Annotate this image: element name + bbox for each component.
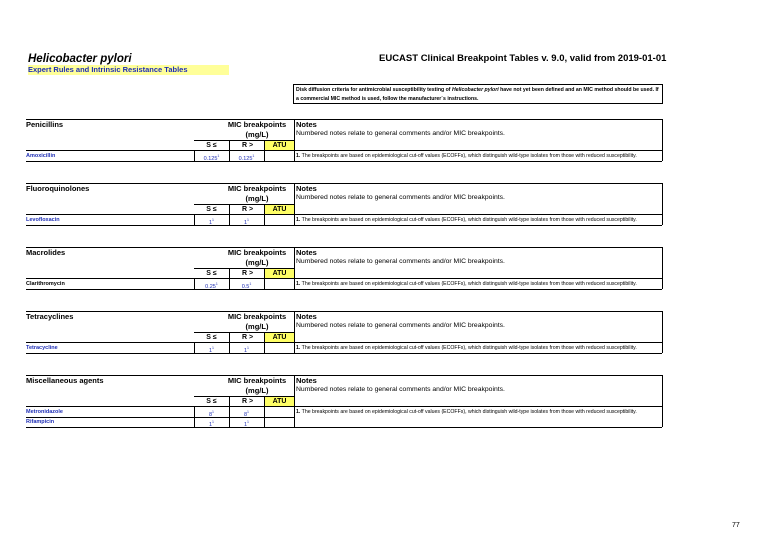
r-header: R > bbox=[229, 332, 265, 343]
s-header: S ≤ bbox=[194, 332, 229, 343]
notes-subtitle: Numbered notes relate to general comments and/or MIC breakpoints. bbox=[296, 322, 505, 329]
unit-label: (mg/L) bbox=[245, 258, 269, 267]
organism-title: Helicobacter pylori bbox=[28, 53, 132, 65]
r-header: R > bbox=[229, 268, 265, 279]
s-breakpoint: 0.125$^1$ bbox=[203, 154, 220, 162]
notes-header: Notes bbox=[296, 376, 317, 385]
atu-header: ATU bbox=[264, 332, 295, 343]
s-breakpoint: $1^1$ bbox=[208, 346, 214, 354]
drug-name: Levofloxacin bbox=[26, 217, 60, 223]
notes-header: Notes bbox=[296, 184, 317, 193]
s-breakpoint: $1^1$ bbox=[208, 420, 214, 428]
mic-label: MIC breakpoints bbox=[227, 248, 287, 257]
notes-subtitle: Numbered notes relate to general comments and/or MIC breakpoints. bbox=[296, 386, 505, 393]
r-breakpoint: $8^1$ bbox=[243, 410, 249, 418]
r-breakpoint: $1^1$ bbox=[243, 346, 249, 354]
drug-name: Tetracycline bbox=[26, 345, 58, 351]
r-header: R > bbox=[229, 140, 265, 151]
drug-name: Metronidazole bbox=[26, 409, 63, 415]
page-number: 77 bbox=[732, 522, 740, 529]
unit-label: (mg/L) bbox=[245, 194, 269, 203]
mic-label: MIC breakpoints bbox=[227, 376, 287, 385]
s-header: S ≤ bbox=[194, 204, 229, 215]
group-name: Fluoroquinolones bbox=[26, 184, 90, 193]
atu-header: ATU bbox=[264, 268, 295, 279]
drug-name: Clarithromycin bbox=[26, 281, 65, 287]
s-header: S ≤ bbox=[194, 396, 229, 407]
note-1: 1. The breakpoints are based on epidemiological cut-off values (ECOFFs), which distinguish wild-type isolates from those with reduced susceptibility. bbox=[296, 281, 637, 287]
mic-label: MIC breakpoints bbox=[227, 184, 287, 193]
s-header: S ≤ bbox=[194, 268, 229, 279]
unit-label: (mg/L) bbox=[245, 130, 269, 139]
mic-label: MIC breakpoints bbox=[227, 120, 287, 129]
notes-header: Notes bbox=[296, 312, 317, 321]
s-breakpoint: $1^1$ bbox=[208, 218, 214, 226]
unit-label: (mg/L) bbox=[245, 386, 269, 395]
notes-subtitle: Numbered notes relate to general comments and/or MIC breakpoints. bbox=[296, 130, 505, 137]
document-subtitle: Expert Rules and Intrinsic Resistance Tables bbox=[28, 65, 229, 75]
note-1: 1. The breakpoints are based on epidemiological cut-off values (ECOFFs), which distinguish wild-type isolates from those with reduced susceptibility. bbox=[296, 345, 637, 351]
group-name: Penicillins bbox=[26, 120, 64, 129]
atu-header: ATU bbox=[264, 140, 295, 151]
atu-header: ATU bbox=[264, 396, 295, 407]
r-breakpoint: $0.5^1$ bbox=[241, 282, 252, 290]
disk-note-after: have not yet been defined and an MIC method should be used. If a commercial MIC method is used, follow the manufacturer`s instructions. bbox=[296, 87, 659, 102]
group-name: Macrolides bbox=[26, 248, 66, 257]
r-breakpoint: $1^1$ bbox=[243, 420, 249, 428]
s-breakpoint: 0.25$^1$ bbox=[205, 282, 218, 290]
s-breakpoint: $8^1$ bbox=[208, 410, 214, 418]
r-header: R > bbox=[229, 396, 265, 407]
notes-header: Notes bbox=[296, 248, 317, 257]
note-1: 1. The breakpoints are based on epidemiological cut-off values (ECOFFs), which distinguish wild-type isolates from those with reduced susceptibility. bbox=[296, 153, 637, 159]
group-name: Miscellaneous agents bbox=[26, 376, 104, 385]
drug-name: Amoxicillin bbox=[26, 153, 56, 159]
mic-label: MIC breakpoints bbox=[227, 312, 287, 321]
notes-subtitle: Numbered notes relate to general comments and/or MIC breakpoints. bbox=[296, 258, 505, 265]
notes-subtitle: Numbered notes relate to general comments and/or MIC breakpoints. bbox=[296, 194, 505, 201]
note-1: 1. The breakpoints are based on epidemiological cut-off values (ECOFFs), which distinguish wild-type isolates from those with reduced susceptibility. bbox=[296, 217, 637, 223]
r-header: R > bbox=[229, 204, 265, 215]
table-title: EUCAST Clinical Breakpoint Tables v. 9.0, valid from 2019-01-01 bbox=[379, 53, 667, 64]
s-header: S ≤ bbox=[194, 140, 229, 151]
note-1: 1. The breakpoints are based on epidemiological cut-off values (ECOFFs), which distinguish wild-type isolates from those with reduced susceptibility. bbox=[296, 409, 637, 415]
disk-note-before: Disk diffusion criteria for antimicrobial susceptibility testing of bbox=[296, 87, 452, 93]
r-breakpoint: 0.125$^1$ bbox=[238, 154, 255, 162]
disk-diffusion-note bbox=[293, 84, 663, 104]
notes-header: Notes bbox=[296, 120, 317, 129]
disk-note-organism: Helicobacter pylori bbox=[451, 87, 499, 93]
atu-header: ATU bbox=[264, 204, 295, 215]
group-name: Tetracyclines bbox=[26, 312, 74, 321]
unit-label: (mg/L) bbox=[245, 322, 269, 331]
r-breakpoint: $1^1$ bbox=[243, 218, 249, 226]
drug-name: Rifampicin bbox=[26, 419, 55, 425]
